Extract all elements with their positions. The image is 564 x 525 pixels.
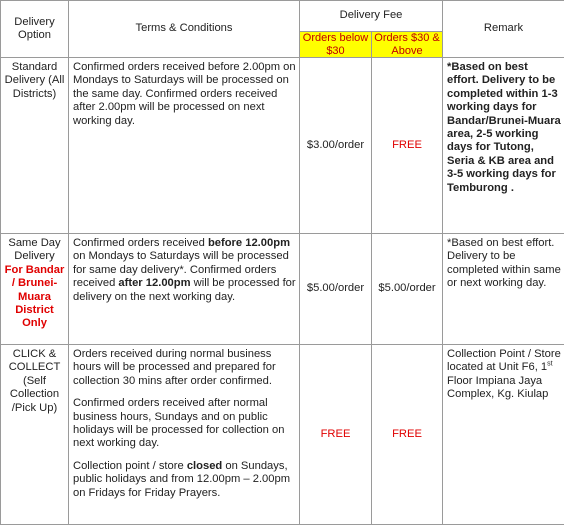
- table-row: [1, 58, 564, 234]
- option-restriction: For Bandar / Brunei-Muara District Only: [5, 264, 65, 330]
- terms-paragraph: [73, 460, 296, 500]
- remark-cell: *Based on best effort. Delivery to be completed within 1-3 working days for Bandar/Brunei-Muara area, 2-5 working days for Tutong, Seria & KB area and 3-5 working days for Temburong .: [443, 58, 564, 234]
- terms-cell: [69, 234, 300, 345]
- terms-text: on Mondays to Saturdays will be processed for same day delivery*. Confirmed orders received: [73, 250, 289, 289]
- fee-above-cell: FREE: [372, 58, 443, 234]
- terms-bold: before 12.00pm: [208, 237, 290, 249]
- fee-above-cell: FREE: [372, 345, 443, 525]
- header-orders-below-30: Orders below $30: [300, 32, 372, 58]
- remark-superscript: st: [547, 361, 552, 368]
- header-row: [1, 1, 564, 32]
- header-delivery-fee: Delivery Fee: [300, 1, 443, 32]
- terms-text: on Sundays, public holidays and from 12.00pm – 2.00pm on Fridays for Friday Prayers.: [73, 460, 290, 499]
- header-delivery-option: Delivery Option: [1, 1, 69, 58]
- remark-cell: [443, 345, 564, 525]
- terms-cell: Confirmed orders received before 2.00pm on Mondays to Saturdays will be processed on the same day. Confirmed orders received after 2.00pm will be processed on next working day.: [69, 58, 300, 234]
- fee-above-cell: $5.00/order: [372, 234, 443, 345]
- fee-below-cell: $5.00/order: [300, 234, 372, 345]
- terms-paragraph: Orders received during normal business hours will be processed and prepared for collection 30 mins after order confirmed.: [73, 348, 296, 388]
- terms-text: will be processed for delivery on the next working day.: [73, 277, 296, 302]
- remark-cell: *Based on best effort. Delivery to be completed within same or next working day.: [443, 234, 564, 345]
- terms-cell: [69, 345, 300, 525]
- table-row: [1, 345, 564, 525]
- option-cell: [1, 234, 69, 345]
- header-terms: Terms & Conditions: [69, 1, 300, 58]
- table-row: [1, 234, 564, 345]
- option-cell: CLICK & COLLECT (Self Collection /Pick Up): [1, 345, 69, 525]
- terms-bold: closed: [187, 460, 222, 472]
- terms-text: Confirmed orders received: [73, 237, 208, 249]
- fee-below-cell: FREE: [300, 345, 372, 525]
- option-cell: Standard Delivery (All Districts): [1, 58, 69, 234]
- header-remark: Remark: [443, 1, 564, 58]
- remark-text: Floor Impiana Jaya Complex, Kg. Kiulap: [447, 375, 548, 400]
- terms-bold: after 12.00pm: [118, 277, 190, 289]
- header-orders-30-above: Orders $30 & Above: [372, 32, 443, 58]
- option-label: Same Day Delivery: [8, 237, 60, 262]
- fee-below-cell: $3.00/order: [300, 58, 372, 234]
- remark-text: Collection Point / Store located at Unit F6, 1: [447, 348, 561, 373]
- terms-text: Collection point / store: [73, 460, 187, 472]
- terms-paragraph: Confirmed orders received after normal business hours, Sundays and on public holidays will be processed for collection on next working day.: [73, 397, 296, 451]
